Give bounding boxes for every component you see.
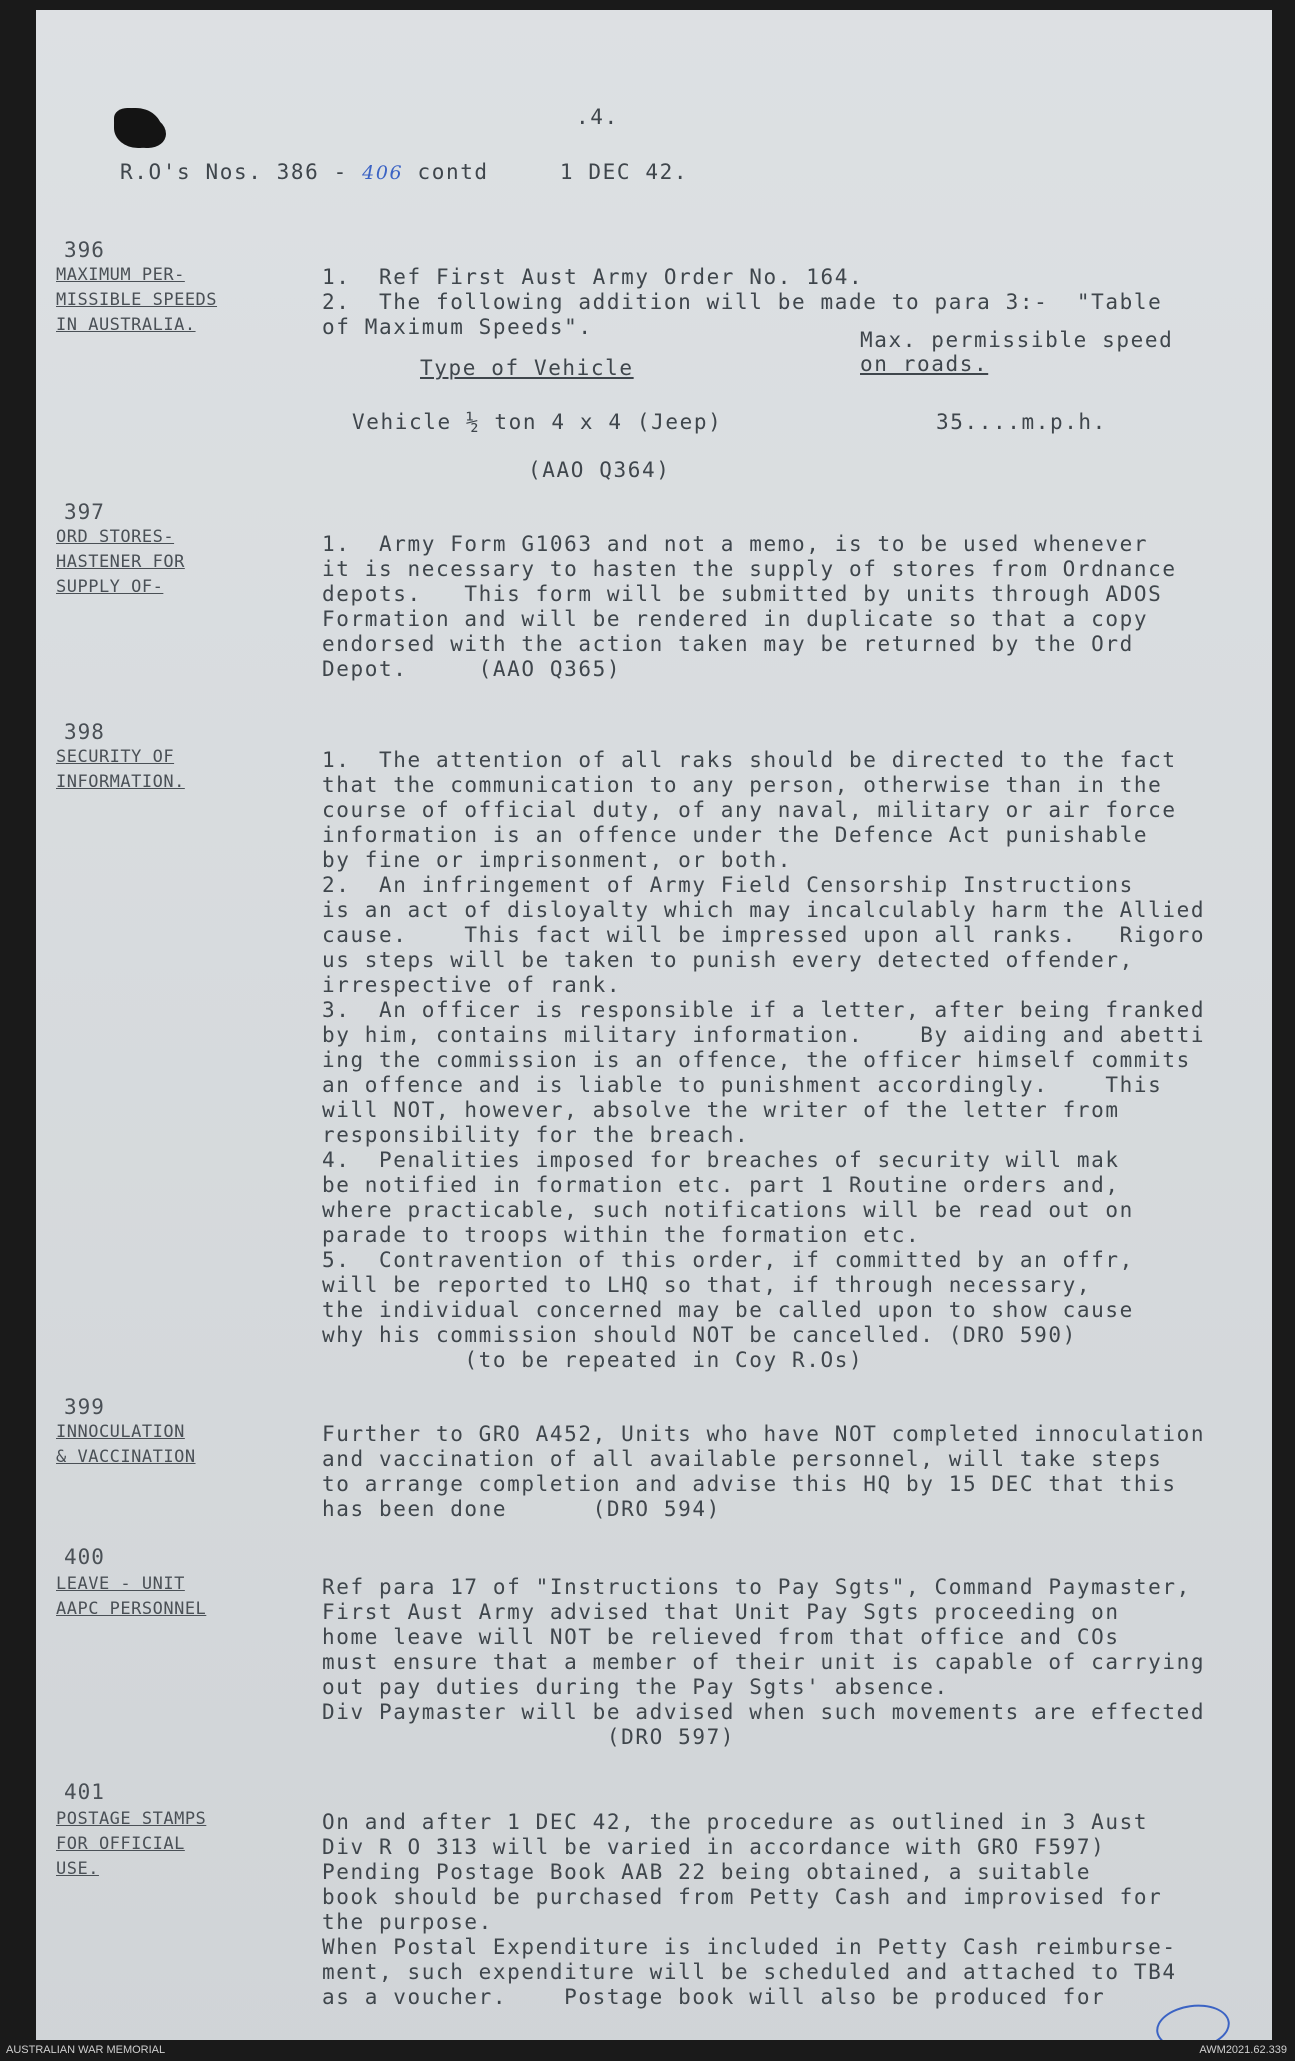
order-number-396: 396 — [64, 238, 105, 262]
body-line: of Maximum Speeds". — [322, 315, 593, 339]
body-line: an offence and is liable to punishment accordingly. This — [322, 1073, 1163, 1097]
body-line: depots. This form will be submitted by units through ADOS — [322, 582, 1163, 606]
document-page — [36, 10, 1272, 2040]
body-line: When Postal Expenditure is included in Petty Cash reimburse- — [322, 1935, 1177, 1959]
side-line: MISSIBLE SPEEDS — [56, 290, 218, 310]
body-line: to arrange completion and advise this HQ by 15 DEC that this — [322, 1472, 1177, 1496]
side-heading-399 — [56, 1420, 196, 1470]
body-line: Pending Postage Book AAB 22 being obtained, a suitable — [322, 1860, 1092, 1884]
side-line: POSTAGE STAMPS — [56, 1809, 207, 1829]
body-400 — [322, 1575, 1205, 1750]
body-line: First Aust Army advised that Unit Pay Sgts proceeding on — [322, 1600, 1120, 1624]
speed-header-line-2: on roads. — [860, 352, 989, 376]
body-line: responsibility for the breach. — [322, 1123, 750, 1147]
body-line: by him, contains military information. By aiding and abetti — [322, 1023, 1206, 1047]
body-line: ment, such expenditure will be scheduled and attached to TB4 — [322, 1960, 1177, 1984]
body-line: home leave will NOT be relieved from that office and COs — [322, 1625, 1120, 1649]
body-line: the purpose. — [322, 1910, 493, 1934]
body-line: ing the commission is an offence, the officer himself commits — [322, 1048, 1191, 1072]
header-rest: contd 1 DEC 42. — [403, 160, 689, 184]
order-number-400: 400 — [64, 1545, 105, 1569]
body-line: 2. An infringement of Army Field Censorship Instructions — [322, 873, 1134, 897]
side-line: & VACCINATION — [56, 1447, 196, 1467]
side-line: USE. — [56, 1859, 99, 1879]
side-line: LEAVE - UNIT — [56, 1574, 185, 1594]
body-line: 1. The attention of all raks should be directed to the fact — [322, 748, 1177, 772]
body-398 — [322, 748, 1205, 1373]
side-line: HASTENER FOR — [56, 552, 185, 572]
side-heading-398 — [56, 745, 185, 795]
body-line: 5. Contravention of this order, if committed by an offr, — [322, 1248, 1134, 1272]
header-text: R.O's Nos. 386 - — [120, 160, 363, 184]
body-line: Further to GRO A452, Units who have NOT completed innoculation — [322, 1422, 1206, 1446]
side-line: ORD STORES- — [56, 527, 175, 547]
body-401 — [322, 1810, 1177, 2010]
side-line: SECURITY OF — [56, 747, 175, 767]
side-line: INFORMATION. — [56, 772, 185, 792]
document-header — [120, 160, 688, 186]
side-line: AAPC PERSONNEL — [56, 1599, 207, 1619]
ink-blot — [114, 108, 162, 148]
side-line: INNOCULATION — [56, 1422, 185, 1442]
body-line: us steps will be taken to punish every detected offender, — [322, 948, 1134, 972]
side-heading-400 — [56, 1572, 206, 1622]
header-handwritten-number: 406 — [362, 162, 404, 184]
side-heading-397 — [56, 525, 185, 600]
reference-396: (AAO Q364) — [528, 458, 671, 482]
body-line: it is necessary to hasten the supply of stores from Ordnance — [322, 557, 1177, 581]
body-line: by fine or imprisonment, or both. — [322, 848, 793, 872]
order-number-401: 401 — [64, 1780, 105, 1804]
body-line: the individual concerned may be called upon to show cause — [322, 1298, 1134, 1322]
body-line: (to be repeated in Coy R.Os) — [322, 1348, 864, 1372]
body-line: will be reported to LHQ so that, if through necessary, — [322, 1273, 1092, 1297]
side-line: SUPPLY OF- — [56, 577, 164, 597]
body-line: 1. Ref First Aust Army Order No. 164. — [322, 265, 864, 289]
body-line: information is an offence under the Defence Act punishable — [322, 823, 1149, 847]
body-line: Div Paymaster will be advised when such movements are effected — [322, 1700, 1206, 1724]
body-line: has been done (DRO 594) — [322, 1497, 721, 1521]
body-line: Div R O 313 will be varied in accordance with GRO F597) — [322, 1835, 1106, 1859]
body-line: On and after 1 DEC 42, the procedure as outlined in 3 Aust — [322, 1810, 1149, 1834]
body-line: that the communication to any person, otherwise than in the — [322, 773, 1163, 797]
body-line: 1. Army Form G1063 and not a memo, is to be used whenever — [322, 532, 1149, 556]
footer-accession-number: AWM2021.62.339 — [1199, 2044, 1287, 2056]
body-line: Formation and will be rendered in duplicate so that a copy — [322, 607, 1149, 631]
body-line: be notified in formation etc. part 1 Routine orders and, — [322, 1173, 1120, 1197]
vehicle-type-header: Type of Vehicle — [420, 356, 634, 380]
order-number-399: 399 — [64, 1395, 105, 1419]
body-line: must ensure that a member of their unit is capable of carrying — [322, 1650, 1206, 1674]
side-heading-401 — [56, 1807, 206, 1882]
side-line: IN AUSTRALIA. — [56, 315, 196, 335]
body-line: will NOT, however, absolve the writer of the letter from — [322, 1098, 1120, 1122]
body-line: out pay duties during the Pay Sgts' absence. — [322, 1675, 949, 1699]
body-line: Depot. (AAO Q365) — [322, 657, 622, 681]
body-line: where practicable, such notifications will be read out on — [322, 1198, 1134, 1222]
footer-institution: AUSTRALIAN WAR MEMORIAL — [6, 2044, 166, 2056]
body-line: cause. This fact will be impressed upon all ranks. Rigoro — [322, 923, 1206, 947]
body-line: book should be purchased from Petty Cash and improvised for — [322, 1885, 1163, 1909]
body-line: why his commission should NOT be cancelled. (DRO 590) — [322, 1323, 1077, 1347]
body-397 — [322, 532, 1177, 682]
body-line: Ref para 17 of "Instructions to Pay Sgts", Command Paymaster, — [322, 1575, 1191, 1599]
side-line: MAXIMUM PER- — [56, 265, 185, 285]
side-heading-396 — [56, 263, 217, 338]
side-line: FOR OFFICIAL — [56, 1834, 185, 1854]
body-line: 3. An officer is responsible if a letter, after being franked — [322, 998, 1206, 1022]
body-line: parade to troops within the formation etc. — [322, 1223, 921, 1247]
order-number-398: 398 — [64, 720, 105, 744]
body-line: irrespective of rank. — [322, 973, 622, 997]
body-line: endorsed with the action taken may be returned by the Ord — [322, 632, 1134, 656]
body-line: and vaccination of all available personnel, will take steps — [322, 1447, 1163, 1471]
body-line: is an act of disloyalty which may incalculably harm the Allied — [322, 898, 1206, 922]
page-number: .4. — [576, 105, 619, 129]
vehicle-entry: Vehicle ½ ton 4 x 4 (Jeep) — [352, 410, 723, 434]
body-line: as a voucher. Postage book will also be produced for — [322, 1985, 1106, 2009]
body-399 — [322, 1422, 1205, 1522]
speed-entry: 35....m.p.h. — [936, 410, 1107, 434]
order-number-397: 397 — [64, 500, 105, 524]
body-line: course of official duty, of any naval, military or air force — [322, 798, 1177, 822]
body-line: 2. The following addition will be made to para 3:- "Table — [322, 290, 1163, 314]
body-line: 4. Penalities imposed for breaches of security will mak — [322, 1148, 1120, 1172]
body-line: (DRO 597) — [322, 1725, 736, 1749]
speed-header-line-1: Max. permissible speed — [860, 328, 1174, 352]
